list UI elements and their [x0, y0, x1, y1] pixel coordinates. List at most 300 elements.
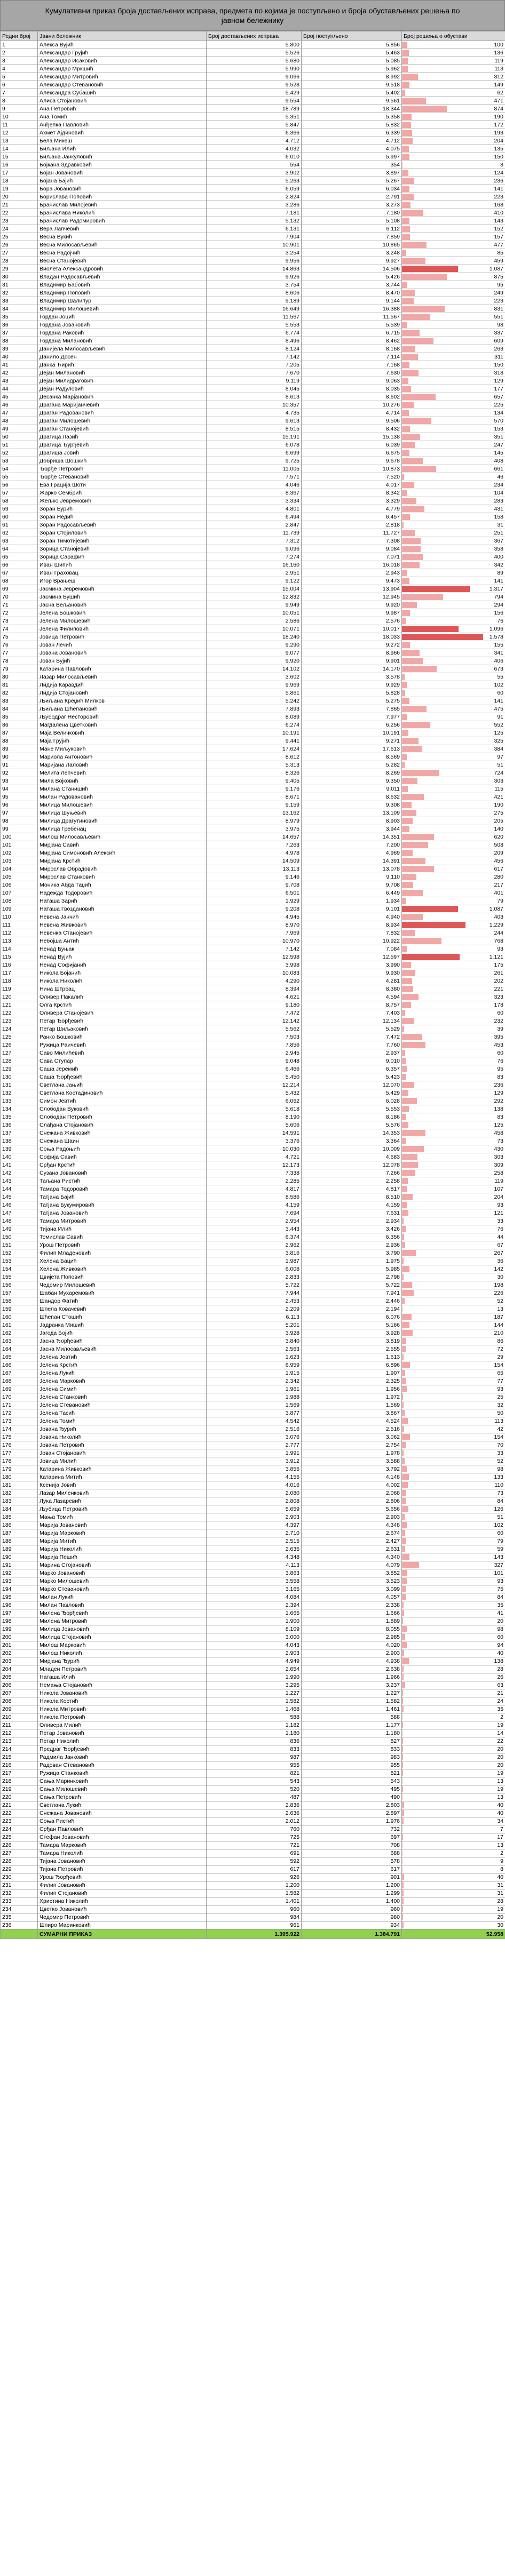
suspensions-value: 190	[494, 114, 503, 120]
suspensions-count	[402, 1729, 505, 1737]
table-row	[1, 793, 505, 801]
documents-count: 8.109	[207, 1625, 302, 1633]
suspensions-bar	[402, 1562, 419, 1568]
suspensions-count	[402, 1273, 505, 1281]
col-header-processed: Број поступљено	[302, 31, 402, 41]
suspensions-bar	[402, 1226, 406, 1232]
suspensions-value: 79	[497, 898, 503, 904]
row-number: 134	[1, 1105, 38, 1113]
processed-count: 8.934	[302, 921, 402, 929]
table-row	[1, 1633, 505, 1641]
table-row	[1, 1433, 505, 1441]
documents-count: 4.159	[207, 1201, 302, 1209]
notary-name: Лазар Милосављевић	[38, 673, 207, 681]
row-number: 29	[1, 265, 38, 273]
table-row	[1, 969, 505, 977]
documents-count: 5.351	[207, 113, 302, 121]
suspensions-count	[402, 1241, 505, 1249]
documents-count: 1.990	[207, 1673, 302, 1681]
suspensions-value: 311	[494, 354, 503, 360]
suspensions-value: 410	[494, 210, 503, 216]
table-row	[1, 841, 505, 849]
suspensions-bar	[402, 194, 414, 200]
suspensions-value: 20	[497, 1754, 503, 1760]
suspensions-bar	[402, 898, 406, 904]
notary-name: Мила Војковић	[38, 777, 207, 785]
processed-count: 3.248	[302, 249, 402, 257]
suspensions-value: 72	[497, 1346, 503, 1352]
row-number: 102	[1, 849, 38, 857]
table-row	[1, 1889, 505, 1897]
row-number: 128	[1, 1057, 38, 1065]
processed-count: 4.075	[302, 145, 402, 153]
processed-count: 3.819	[302, 1337, 402, 1345]
suspensions-bar	[402, 1074, 406, 1080]
notary-name: Симон Јевтић	[38, 1097, 207, 1105]
table-row	[1, 753, 505, 761]
table-row	[1, 1769, 505, 1777]
processed-count: 5.463	[302, 49, 402, 57]
table-row	[1, 745, 505, 753]
row-number: 225	[1, 1833, 38, 1841]
row-number: 72	[1, 609, 38, 617]
suspensions-count	[402, 1305, 505, 1313]
documents-count: 1.991	[207, 1449, 302, 1457]
table-row	[1, 337, 505, 345]
row-number: 91	[1, 761, 38, 769]
suspensions-count	[402, 969, 505, 977]
table-row	[1, 617, 505, 625]
notary-name: Љиљана Шћепановић	[38, 705, 207, 713]
processed-count: 4.817	[302, 1185, 402, 1193]
documents-count: 2.903	[207, 1513, 302, 1521]
processed-count: 8.510	[302, 1193, 402, 1201]
suspensions-bar	[402, 754, 407, 760]
suspensions-count	[402, 993, 505, 1001]
notary-name: Милица Јовановић	[38, 1625, 207, 1633]
documents-count: 5.990	[207, 65, 302, 73]
processed-count: 14.351	[302, 833, 402, 841]
suspensions-bar	[402, 1114, 406, 1120]
row-number: 82	[1, 689, 38, 697]
documents-count: 2.080	[207, 1489, 302, 1497]
processed-count: 9.101	[302, 905, 402, 913]
processed-count: 9.063	[302, 377, 402, 385]
suspensions-value: 177	[494, 386, 503, 392]
processed-count: 3.792	[302, 1465, 402, 1473]
documents-count: 960	[207, 1905, 302, 1913]
suspensions-count	[402, 817, 505, 825]
suspensions-bar	[402, 690, 405, 696]
suspensions-bar	[402, 282, 407, 288]
row-number: 138	[1, 1137, 38, 1145]
notary-name: Мирјана Симоновић Алексић	[38, 849, 207, 857]
row-number: 177	[1, 1449, 38, 1457]
processed-count: 5.985	[302, 1265, 402, 1273]
suspensions-count	[402, 1329, 505, 1337]
notary-name: Слађана Стојановић	[38, 1121, 207, 1129]
suspensions-count	[402, 1833, 505, 1841]
processed-count: 708	[302, 1841, 402, 1849]
processed-count: 2.936	[302, 1241, 402, 1249]
processed-count: 1.666	[302, 1609, 402, 1617]
suspensions-count	[402, 1601, 505, 1609]
documents-count: 3.076	[207, 1433, 302, 1441]
table-row	[1, 241, 505, 249]
processed-count: 4.159	[302, 1201, 402, 1209]
processed-count: 10.191	[302, 729, 402, 737]
documents-count: 833	[207, 1745, 302, 1753]
suspensions-count	[402, 193, 505, 201]
processed-count: 6.449	[302, 889, 402, 897]
documents-count: 1.468	[207, 1705, 302, 1713]
suspensions-value: 204	[494, 1194, 503, 1200]
suspensions-value: 7	[500, 1826, 503, 1832]
row-number: 146	[1, 1201, 38, 1209]
suspensions-bar	[402, 826, 409, 832]
suspensions-count	[402, 1897, 505, 1905]
suspensions-value: 303	[494, 778, 503, 784]
suspensions-value: 323	[494, 994, 503, 1000]
table-row	[1, 577, 505, 585]
notary-name: Јагода Бојић	[38, 1329, 207, 1337]
table-row	[1, 697, 505, 705]
row-number: 203	[1, 1657, 38, 1665]
suspensions-value: 60	[497, 1050, 503, 1056]
suspensions-bar	[402, 714, 407, 720]
row-number: 14	[1, 145, 38, 153]
row-number: 2	[1, 49, 38, 57]
notary-name: Марија Јовановић	[38, 1521, 207, 1529]
documents-count: 5.722	[207, 1281, 302, 1289]
documents-count: 4.032	[207, 145, 302, 153]
notary-name: Бела Микеш	[38, 137, 207, 145]
processed-count: 7.168	[302, 361, 402, 369]
suspensions-count	[402, 625, 505, 633]
suspensions-bar	[402, 1026, 404, 1032]
notary-name: Марина Стојановић	[38, 1561, 207, 1569]
row-number: 147	[1, 1209, 38, 1217]
suspensions-value: 236	[494, 178, 503, 184]
processed-count: 1.180	[302, 1729, 402, 1737]
row-number: 166	[1, 1361, 38, 1369]
table-row	[1, 601, 505, 609]
processed-count: 3.523	[302, 1577, 402, 1585]
row-number: 176	[1, 1441, 38, 1449]
suspensions-bar	[402, 1010, 405, 1016]
table-row	[1, 201, 505, 209]
table-row	[1, 89, 505, 97]
suspensions-count	[402, 1777, 505, 1785]
suspensions-count	[402, 761, 505, 769]
table-row	[1, 305, 505, 313]
row-number: 96	[1, 801, 38, 809]
suspensions-count	[402, 921, 505, 929]
notary-name: Петар Јовановић	[38, 1729, 207, 1737]
suspensions-bar	[402, 1842, 403, 1848]
row-number: 192	[1, 1569, 38, 1577]
row-number: 154	[1, 1265, 38, 1273]
row-number: 143	[1, 1177, 38, 1185]
suspensions-bar	[402, 1514, 405, 1520]
processed-count: 9.308	[302, 801, 402, 809]
documents-count: 18.240	[207, 633, 302, 641]
suspensions-value: 84	[497, 1594, 503, 1600]
row-number: 43	[1, 377, 38, 385]
suspensions-count	[402, 1689, 505, 1697]
suspensions-value: 187	[494, 1314, 503, 1320]
documents-count: 3.855	[207, 1465, 302, 1473]
table-row	[1, 1049, 505, 1057]
row-number: 49	[1, 425, 38, 433]
processed-count: 1.177	[302, 1721, 402, 1729]
suspensions-count	[402, 1161, 505, 1169]
suspensions-count	[402, 785, 505, 793]
table-row	[1, 1217, 505, 1225]
suspensions-bar	[402, 1618, 403, 1624]
processed-count: 4.348	[302, 1521, 402, 1529]
suspensions-count	[402, 449, 505, 457]
suspensions-bar	[402, 202, 411, 208]
table-row	[1, 833, 505, 841]
documents-count: 7.944	[207, 1289, 302, 1297]
suspensions-count	[402, 1393, 505, 1401]
suspensions-bar	[402, 370, 419, 376]
documents-count: 12.142	[207, 1017, 302, 1025]
processed-count: 617	[302, 1865, 402, 1873]
processed-count: 11.727	[302, 529, 402, 537]
row-number: 221	[1, 1801, 38, 1809]
notary-name: Нина Штрбац	[38, 985, 207, 993]
documents-count: 9.096	[207, 545, 302, 553]
suspensions-bar	[402, 1066, 407, 1072]
notary-name: Небојша Антић	[38, 937, 207, 945]
processed-count: 10.865	[302, 241, 402, 249]
notary-name: Јелена Стевановић	[38, 1401, 207, 1409]
suspensions-value: 609	[494, 338, 503, 344]
processed-count: 3.790	[302, 1249, 402, 1257]
suspensions-bar	[402, 234, 410, 240]
notary-name: Немања Стојановић	[38, 1681, 207, 1689]
processed-count: 9.110	[302, 873, 402, 881]
processed-count: 6.896	[302, 1361, 402, 1369]
documents-count: 12.173	[207, 1161, 302, 1169]
documents-count: 12.214	[207, 1081, 302, 1089]
table-row	[1, 801, 505, 809]
suspensions-bar	[402, 706, 427, 712]
suspensions-bar	[402, 402, 414, 408]
processed-count: 3.744	[302, 281, 402, 289]
table-row	[1, 737, 505, 745]
processed-count: 2.338	[302, 1601, 402, 1609]
table-row	[1, 1833, 505, 1841]
row-number: 67	[1, 569, 38, 577]
suspensions-count	[402, 473, 505, 481]
suspensions-bar	[402, 1602, 404, 1608]
table-row	[1, 1881, 505, 1889]
notary-name: Радован Стевановић	[38, 1761, 207, 1769]
row-number: 109	[1, 905, 38, 913]
row-number: 210	[1, 1713, 38, 1721]
notary-name: Петар Ђорђевић	[38, 1017, 207, 1025]
suspensions-bar	[402, 1186, 407, 1192]
suspensions-bar	[402, 1866, 403, 1872]
row-number: 92	[1, 769, 38, 777]
processed-count: 9.506	[302, 417, 402, 425]
documents-count: 520	[207, 1785, 302, 1793]
row-number: 178	[1, 1457, 38, 1465]
suspensions-count	[402, 1913, 505, 1921]
row-number: 52	[1, 449, 38, 457]
suspensions-value: 84	[497, 1498, 503, 1504]
suspensions-bar	[402, 1098, 417, 1104]
suspensions-value: 65	[497, 1370, 503, 1376]
notary-name: Јелена Јевтић	[38, 1353, 207, 1361]
processed-count: 6.339	[302, 129, 402, 137]
suspensions-value: 20	[497, 1762, 503, 1768]
documents-count: 3.754	[207, 281, 302, 289]
suspensions-count	[402, 689, 505, 697]
processed-count: 2.631	[302, 1545, 402, 1553]
documents-count: 8.613	[207, 393, 302, 401]
suspensions-bar	[402, 1770, 403, 1776]
suspensions-bar	[402, 274, 447, 280]
documents-count: 6.466	[207, 1065, 302, 1073]
notary-name: Тијана Илић	[38, 1225, 207, 1233]
documents-count: 554	[207, 161, 302, 169]
row-number: 189	[1, 1545, 38, 1553]
notary-name: Јелена Филиповић	[38, 625, 207, 633]
notary-name: Ружица Станковић	[38, 1769, 207, 1777]
documents-count: 6.131	[207, 225, 302, 233]
suspensions-bar	[402, 1218, 404, 1224]
table-row	[1, 1673, 505, 1681]
table-row	[1, 1169, 505, 1177]
documents-count: 9.189	[207, 297, 302, 305]
table-row	[1, 1505, 505, 1513]
processed-count: 10.873	[302, 465, 402, 473]
suspensions-bar	[402, 386, 411, 392]
documents-count: 836	[207, 1737, 302, 1745]
processed-count: 3.237	[302, 1681, 402, 1689]
row-number: 98	[1, 817, 38, 825]
row-number: 10	[1, 113, 38, 121]
row-number: 183	[1, 1497, 38, 1505]
suspensions-count	[402, 361, 505, 369]
processed-count: 3.062	[302, 1433, 402, 1441]
suspensions-count	[402, 841, 505, 849]
processed-count: 2.985	[302, 1633, 402, 1641]
suspensions-value: 209	[494, 850, 503, 856]
suspensions-value: 205	[494, 818, 503, 824]
notary-name: Мирјана Савић	[38, 841, 207, 849]
suspensions-count	[402, 673, 505, 681]
documents-count: 7.904	[207, 233, 302, 241]
suspensions-value: 22	[497, 1738, 503, 1744]
suspensions-count	[402, 793, 505, 801]
suspensions-count	[402, 1817, 505, 1825]
documents-count: 9.949	[207, 601, 302, 609]
processed-count: 9.011	[302, 785, 402, 793]
notary-name: Радмила Јанковић	[38, 1753, 207, 1761]
notary-name: Александра Субашић	[38, 89, 207, 97]
row-number: 36	[1, 321, 38, 329]
suspensions-count	[402, 73, 505, 81]
row-number: 75	[1, 633, 38, 641]
suspensions-count	[402, 1249, 505, 1257]
processed-count: 2.427	[302, 1537, 402, 1545]
processed-count: 3.273	[302, 201, 402, 209]
suspensions-count	[402, 1905, 505, 1913]
notary-name: Урош Ђорђевић	[38, 1873, 207, 1881]
suspensions-value: 1.087	[489, 906, 503, 912]
documents-count: 8.496	[207, 337, 302, 345]
documents-count: 9.159	[207, 801, 302, 809]
documents-count: 5.562	[207, 1025, 302, 1033]
row-number: 44	[1, 385, 38, 393]
suspensions-value: 551	[494, 314, 503, 320]
suspensions-value: 8	[500, 162, 503, 168]
row-number: 1	[1, 41, 38, 49]
suspensions-value: 40	[497, 1650, 503, 1656]
table-row	[1, 1625, 505, 1633]
documents-count: 2.962	[207, 1241, 302, 1249]
suspensions-count	[402, 425, 505, 433]
suspensions-bar	[402, 786, 408, 792]
suspensions-value: 403	[494, 914, 503, 920]
suspensions-count	[402, 857, 505, 865]
suspensions-bar	[402, 978, 412, 984]
suspensions-count	[402, 1433, 505, 1441]
suspensions-value: 55	[497, 674, 503, 680]
notary-name: Марија Митић	[38, 1537, 207, 1545]
suspensions-count	[402, 513, 505, 521]
suspensions-value: 62	[497, 90, 503, 96]
suspensions-value: 19	[497, 1786, 503, 1792]
row-number: 234	[1, 1905, 38, 1913]
suspensions-count	[402, 337, 505, 345]
documents-count: 7.694	[207, 1209, 302, 1217]
row-number: 117	[1, 969, 38, 977]
suspensions-bar	[402, 1818, 404, 1824]
suspensions-value: 154	[494, 1434, 503, 1440]
processed-count: 4.002	[302, 1481, 402, 1489]
table-row	[1, 521, 505, 529]
suspensions-bar	[402, 178, 414, 184]
table-row	[1, 529, 505, 537]
suspensions-value: 67	[497, 1242, 503, 1248]
documents-count: 2.847	[207, 521, 302, 529]
table-row	[1, 185, 505, 193]
suspensions-count	[402, 249, 505, 257]
suspensions-bar	[402, 1386, 407, 1392]
notary-name: Лазар Миленковић	[38, 1489, 207, 1497]
suspensions-bar	[402, 626, 459, 632]
processed-count: 2.806	[302, 1497, 402, 1505]
documents-count: 7.312	[207, 537, 302, 545]
suspensions-count	[402, 1089, 505, 1097]
suspensions-value: 258	[494, 1170, 503, 1176]
suspensions-value: 875	[494, 274, 503, 280]
table-row	[1, 1057, 505, 1065]
suspensions-bar	[402, 1082, 414, 1088]
suspensions-value: 93	[497, 1386, 503, 1392]
documents-count: 7.472	[207, 1009, 302, 1017]
notary-name: Никола Николић	[38, 977, 207, 985]
suspensions-value: 36	[497, 1258, 503, 1264]
documents-count: 4.978	[207, 849, 302, 857]
row-number: 126	[1, 1041, 38, 1049]
